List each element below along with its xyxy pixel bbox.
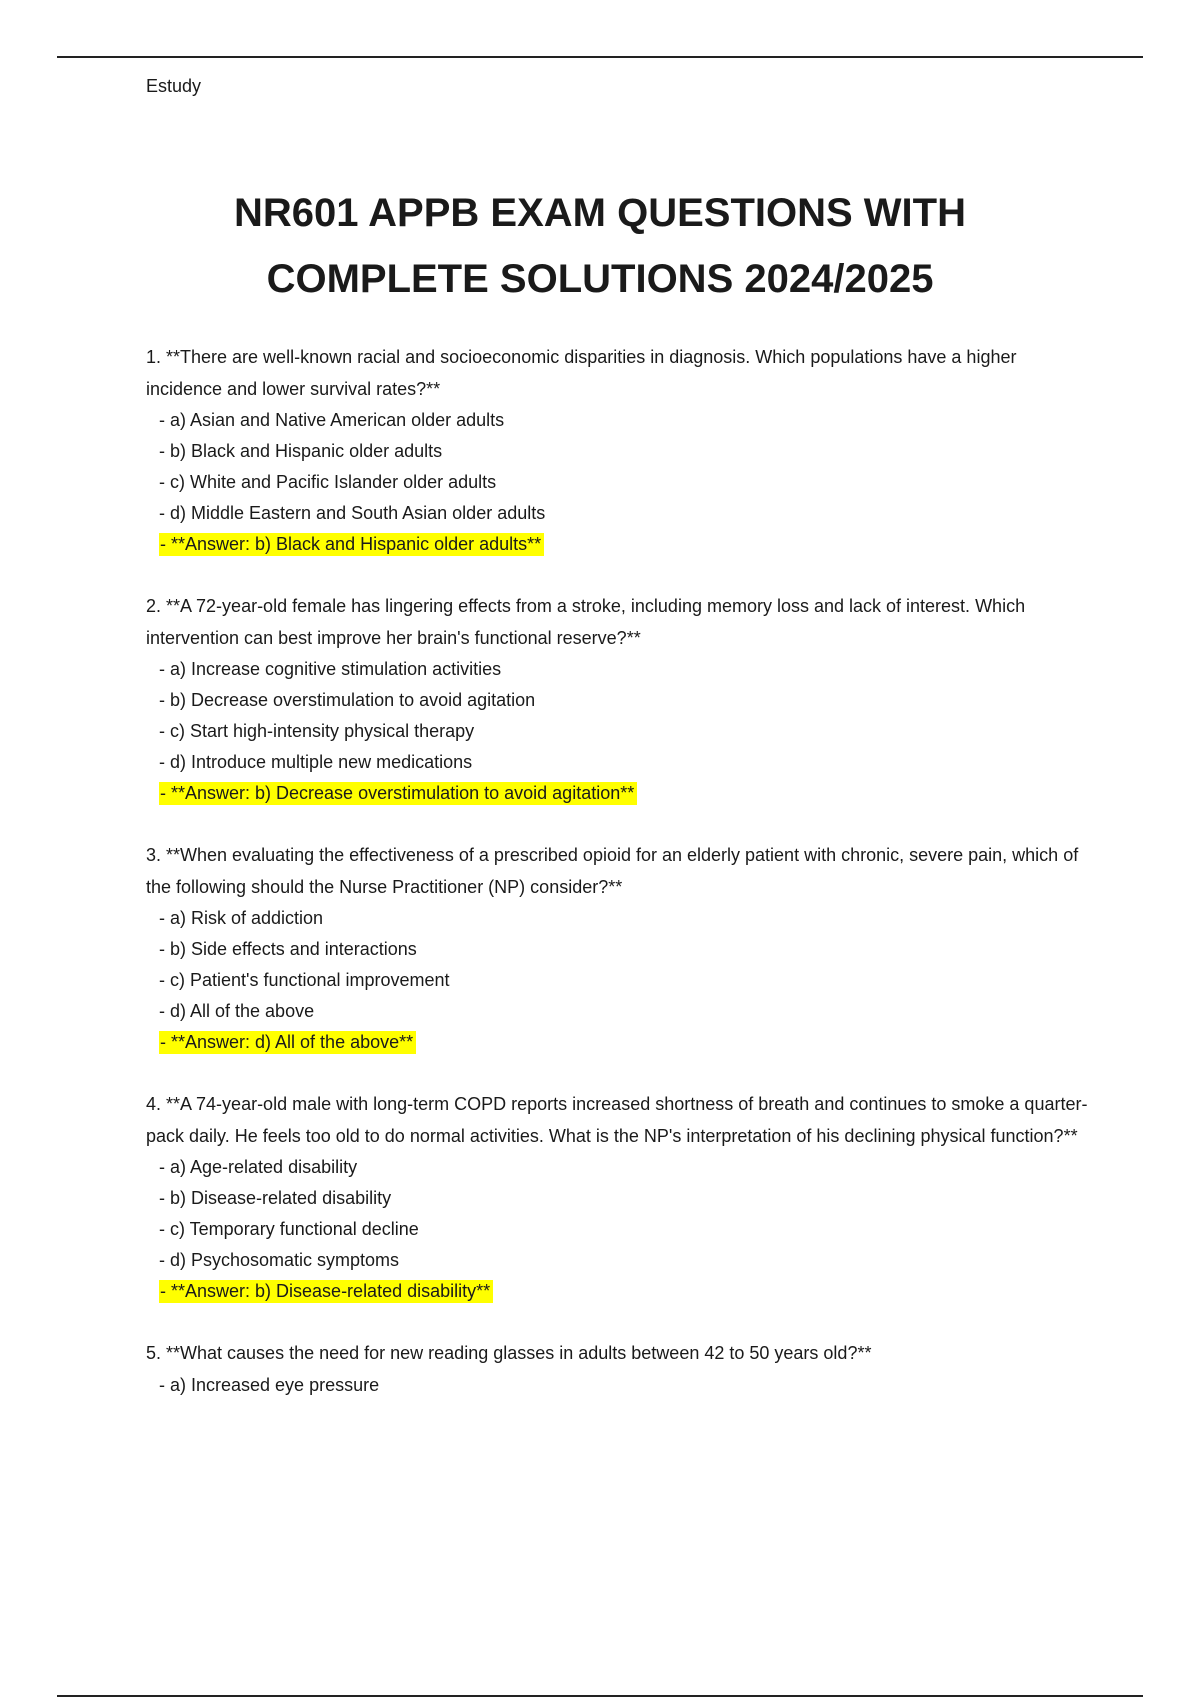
- option-a: - a) Increased eye pressure: [159, 1374, 380, 1395]
- page-title-line-2: COMPLETE SOLUTIONS 2024/2025: [266, 257, 934, 301]
- option-list: [146, 903, 1096, 1027]
- option-b: - b) Black and Hispanic older adults: [159, 441, 443, 461]
- question-stem: 4. **A 74-year-old male with long-term COPD reports increased shortness of breath and continues to smoke a quarter-pack daily. He feels too old to do normal activities. What is the NP's interpretation of his declining physical function?**: [146, 1094, 1088, 1146]
- answer-highlight: - **Answer: b) Decrease overstimulation to avoid agitation**: [159, 782, 637, 805]
- option-b: - b) Side effects and interactions: [159, 939, 417, 959]
- option-c: - c) Temporary functional decline: [159, 1219, 419, 1239]
- option-a: - a) Risk of addiction: [159, 908, 324, 928]
- answer-line: [146, 1276, 1096, 1307]
- question-5: [146, 1338, 1096, 1401]
- option-list: [146, 405, 1096, 529]
- answer-line: [146, 778, 1096, 809]
- question-stem: 2. **A 72-year-old female has lingering effects from a stroke, including memory loss and lack of interest. Which intervention can best improve her brain's functional reserve?**: [146, 596, 1026, 648]
- option-d: - d) Middle Eastern and South Asian older adults: [159, 503, 546, 523]
- footer-divider: [57, 1695, 1143, 1697]
- question-4: [146, 1089, 1096, 1307]
- option-list: [146, 654, 1096, 778]
- answer-highlight: - **Answer: b) Black and Hispanic older adults**: [159, 533, 544, 556]
- answer-highlight: - **Answer: b) Disease-related disability**: [159, 1280, 493, 1303]
- document-header: Estudy: [146, 76, 202, 96]
- answer-highlight: - **Answer: d) All of the above**: [159, 1031, 416, 1054]
- option-c: - c) Start high-intensity physical therapy: [159, 721, 475, 741]
- option-d: - d) Psychosomatic symptoms: [159, 1250, 400, 1270]
- option-c: - c) Patient's functional improvement: [159, 970, 450, 990]
- option-a: - a) Asian and Native American older adults: [159, 410, 505, 430]
- option-c: - c) White and Pacific Islander older adults: [159, 472, 497, 492]
- page-title-line-1: NR601 APPB EXAM QUESTIONS WITH: [234, 191, 966, 235]
- question-stem: 1. **There are well-known racial and socioeconomic disparities in diagnosis. Which populations have a higher incidence and lower survival rates?**: [146, 347, 1017, 399]
- option-list: [146, 1370, 1096, 1401]
- option-b: - b) Disease-related disability: [159, 1188, 392, 1208]
- header-divider: [57, 56, 1143, 58]
- question-list: [146, 342, 1096, 1432]
- answer-line: [146, 1027, 1096, 1058]
- question-stem: 5. **What causes the need for new reading glasses in adults between 42 to 50 years old?**: [146, 1343, 872, 1363]
- option-list: [146, 1152, 1096, 1276]
- option-d: - d) Introduce multiple new medications: [159, 752, 473, 772]
- option-b: - b) Decrease overstimulation to avoid agitation: [159, 690, 536, 710]
- answer-line: [146, 529, 1096, 560]
- question-stem: 3. **When evaluating the effectiveness of a prescribed opioid for an elderly patient with chronic, severe pain, which of the following should the Nurse Practitioner (NP) consider?**: [146, 845, 1079, 897]
- option-a: - a) Increase cognitive stimulation activities: [159, 659, 502, 679]
- question-2: [146, 591, 1096, 809]
- option-a: - a) Age-related disability: [159, 1157, 358, 1177]
- page-title: [100, 180, 1100, 312]
- question-3: [146, 840, 1096, 1058]
- option-d: - d) All of the above: [159, 1001, 315, 1021]
- question-1: [146, 342, 1096, 560]
